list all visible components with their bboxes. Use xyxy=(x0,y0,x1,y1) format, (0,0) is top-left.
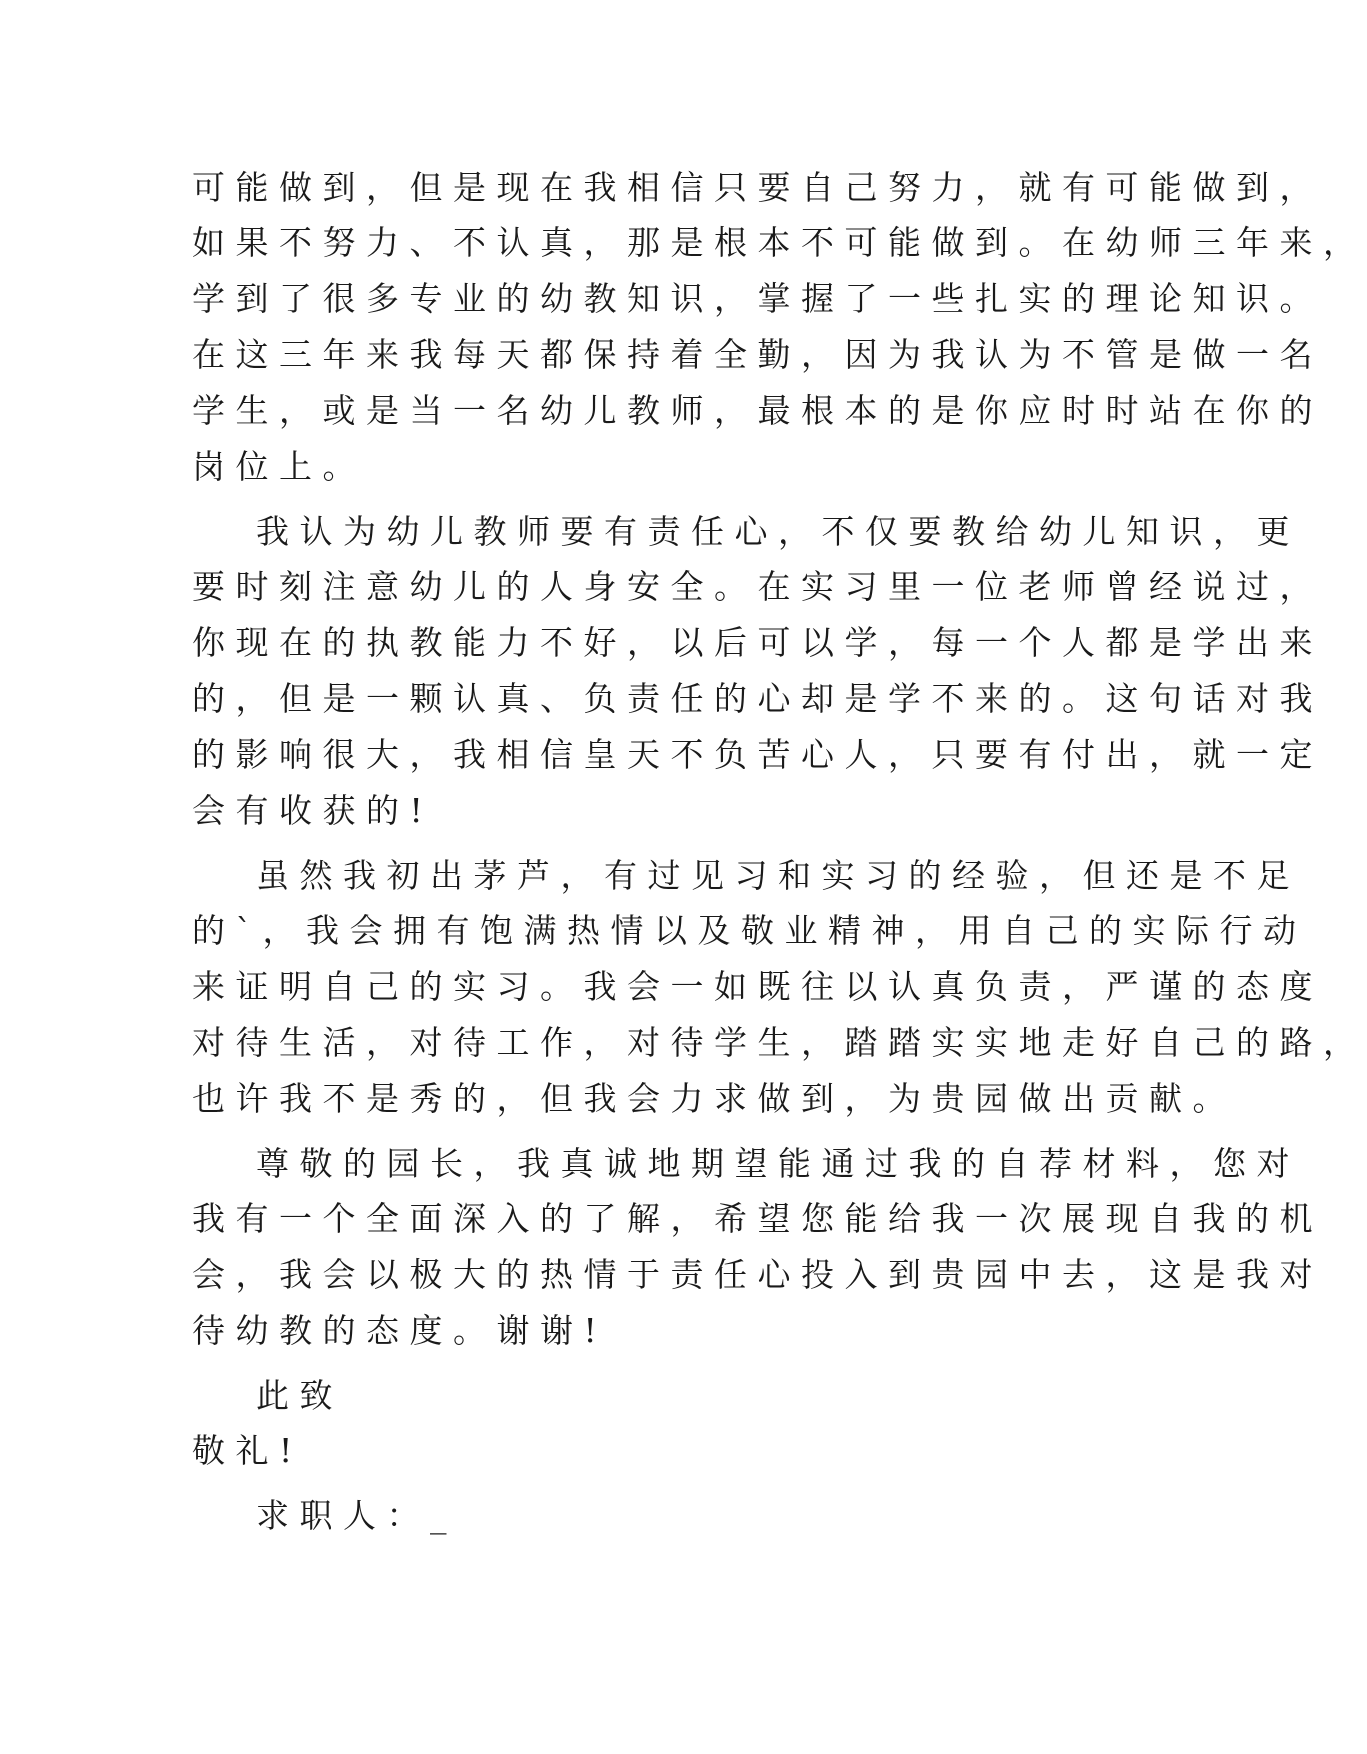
paragraph-first-line: 尊敬的园长，我真诚地期望能通过我的自荐材料，您对 xyxy=(256,1144,1300,1183)
text-line: 的影响很大，我相信皇天不负苦心人，只要有付出，就一定 xyxy=(192,735,1323,774)
text-line: 对待生活，对待工作，对待学生，踏踏实实地走好自己的路， xyxy=(192,1023,1367,1062)
text-line: 在这三年来我每天都保持着全勤，因为我认为不管是做一名 xyxy=(192,335,1323,374)
text-line: 的`，我会拥有饱满热情以及敬业精神，用自己的实际行动 xyxy=(192,911,1307,950)
text-line: 我有一个全面深入的了解，希望您能给我一次展现自我的机 xyxy=(192,1199,1323,1238)
closing-regards: 敬礼! xyxy=(192,1431,303,1470)
text-line: 会有收获的! xyxy=(192,791,434,830)
text-line: 来证明自己的实习。我会一如既往以认真负责，严谨的态度 xyxy=(192,967,1323,1006)
paragraph-first-line: 我认为幼儿教师要有责任心，不仅要教给幼儿知识，更 xyxy=(256,512,1300,551)
text-line: 要时刻注意幼儿的人身安全。在实习里一位老师曾经说过， xyxy=(192,567,1323,606)
text-line: 的，但是一颗认真、负责任的心却是学不来的。这句话对我 xyxy=(192,679,1323,718)
text-line: 学到了很多专业的幼教知识，掌握了一些扎实的理论知识。 xyxy=(192,279,1323,318)
text-line: 岗位上。 xyxy=(192,447,366,486)
text-line: 学生，或是当一名幼儿教师，最根本的是你应时时站在你的 xyxy=(192,391,1323,430)
text-line: 会，我会以极大的热情于责任心投入到贵园中去，这是我对 xyxy=(192,1255,1323,1294)
text-line: 待幼教的态度。谢谢! xyxy=(192,1311,608,1350)
signature-line: 求职人：_ xyxy=(256,1496,457,1535)
text-line: 如果不努力、不认真，那是根本不可能做到。在幼师三年来， xyxy=(192,223,1367,262)
text-line: 也许我不是秀的，但我会力求做到，为贵园做出贡献。 xyxy=(192,1079,1236,1118)
paragraph-first-line: 虽然我初出茅芦，有过见习和实习的经验，但还是不足 xyxy=(256,856,1300,895)
closing-salutation: 此致 xyxy=(256,1376,343,1415)
text-line: 你现在的执教能力不好，以后可以学，每一个人都是学出来 xyxy=(192,623,1323,662)
text-line: 可能做到，但是现在我相信只要自己努力，就有可能做到， xyxy=(192,168,1323,207)
